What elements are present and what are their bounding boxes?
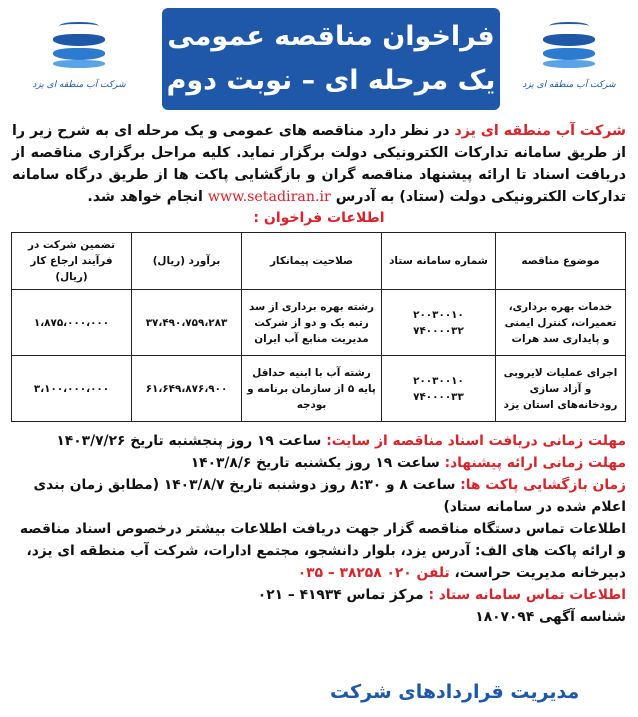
- contact-text: اطلاعات تماس دستگاه مناقصه گزار جهت دریافت اطلاعات بیشتر درخصوص اسناد مناقصه و ارائه پاکت های الف: آدرس یزد، بلوار دانشجو، مجتمع ادارات، شرکت آب منطقه ای یزد، دبیرخانه مدیریت حراست،: [19, 521, 626, 581]
- cell-estimate: ۶۱،۶۴۹،۸۷۶،۹۰۰: [132, 356, 242, 422]
- docs-deadline-value: ساعت ۱۹ روز پنجشنبه تاریخ ۱۴۰۳/۷/۲۶: [56, 433, 327, 449]
- bid-deadline: [12, 452, 626, 474]
- cell-setad-number: ۲۰۰۳۰۰۱۰ ۷۴۰۰۰۰۳۳: [382, 356, 496, 422]
- intro-paragraph: [12, 120, 626, 208]
- bid-deadline-value: ساعت ۱۹ روز یکشنبه تاریخ ۱۴۰۳/۸/۶: [190, 455, 445, 471]
- setad-contact: [12, 584, 626, 606]
- intro-text-1: در نظر دارد مناقصه های عمومی و یک مرحله ای به شرح زیر را از طریق سامانه تدارکات الکترونیکی دولت برگزار نماید. کلیه مراحل برگزاری مناقصه از دریافت اسناد تا ارائه پیشنهاد مناقصه گران و بازگشایی پاکت ها از طریق درگاه سامانه تدارکات الکترونیکی دولت (ستاد) به آدرس: [12, 123, 626, 205]
- cell-qualification: رشته بهره برداری از سد رتبه یک و دو از شرکت مدیریت منابع آب ایران: [242, 290, 382, 356]
- banner-line-1: فراخوان مناقصه عمومی: [167, 21, 495, 52]
- opening-time-value: ساعت ۸ و ۸:۳۰ روز دوشنبه تاریخ ۱۴۰۳/۸/۷ (مطابق زمان بندی اعلام شده در سامانه ستاد): [33, 477, 626, 515]
- logo-caption: شرکت آب منطقه ای یزد: [32, 80, 126, 90]
- col-guarantee: تضمین شرکت در فرآیند ارجاع کار (ریال): [12, 233, 132, 290]
- table-header-row: [12, 233, 626, 290]
- logo-caption: شرکت آب منطقه ای یزد: [522, 80, 616, 90]
- opening-time-label: زمان بازگشایی پاکت ها:: [460, 477, 626, 493]
- setad-website-link[interactable]: www.setadiran.ir: [207, 189, 331, 205]
- title-banner: [162, 8, 500, 110]
- details-section: [12, 430, 626, 628]
- water-waves-icon: [51, 18, 107, 74]
- col-contractor-qualification: صلاحیت پیمانکار: [242, 233, 382, 290]
- signature: مدیریت قراردادهای شرکت: [330, 681, 580, 703]
- cell-subject: خدمات بهره برداری، تعمیرات، کنترل ایمنی و پایداری سد هرات: [496, 290, 626, 356]
- col-subject: موضوع مناقصه: [496, 233, 626, 290]
- docs-deadline-label: مهلت زمانی دریافت اسناد مناقصه از سایت:: [326, 433, 626, 449]
- ad-id: شناسه آگهی ۱۸۰۷۰۹۴: [475, 609, 626, 625]
- info-heading: اطلاعات فراخوان :: [253, 210, 385, 226]
- bid-deadline-label: مهلت زمانی ارائه پیشنهاد:: [444, 455, 626, 471]
- banner-line-2: یک مرحله ای – نوبت دوم: [166, 65, 496, 96]
- contact-info: [12, 518, 626, 584]
- company-logo-right: [522, 18, 616, 110]
- cell-guarantee: ۳،۱۰۰،۰۰۰،۰۰۰: [12, 356, 132, 422]
- table-row: [12, 290, 626, 356]
- setad-contact-label: اطلاعات تماس سامانه ستاد :: [428, 587, 626, 603]
- cell-guarantee: ۱،۸۷۵،۰۰۰،۰۰۰: [12, 290, 132, 356]
- header: [12, 0, 626, 118]
- col-estimate: برآورد (ریال): [132, 233, 242, 290]
- cell-subject: اجرای عملیات لایروبی و آزاد سازی رودخانه‌های استان یزد: [496, 356, 626, 422]
- setad-contact-value: مرکز تماس ۴۱۹۳۴ – ۰۲۱: [257, 587, 429, 603]
- cell-setad-number: ۲۰۰۳۰۰۱۰ ۷۴۰۰۰۰۳۲: [382, 290, 496, 356]
- col-setad-number: شماره سامانه ستاد: [382, 233, 496, 290]
- intro-text-2: انجام خواهد شد.: [87, 189, 208, 205]
- opening-time: [12, 474, 626, 518]
- table-row: [12, 356, 626, 422]
- contact-phone: تلفن ۰۲۰ ۳۸۲۵۸ – ۰۳۵: [297, 565, 450, 581]
- company-logo-left: [32, 18, 126, 110]
- company-name: شرکت آب منطقه ای یزد: [454, 123, 627, 139]
- docs-deadline: [12, 430, 626, 452]
- tender-table: [11, 232, 626, 422]
- cell-qualification: رشته آب با ابنیه حداقل پایه ۵ از سازمان برنامه و بودجه: [242, 356, 382, 422]
- water-waves-icon: [541, 18, 597, 74]
- cell-estimate: ۳۷،۴۹۰،۷۵۹،۲۸۳: [132, 290, 242, 356]
